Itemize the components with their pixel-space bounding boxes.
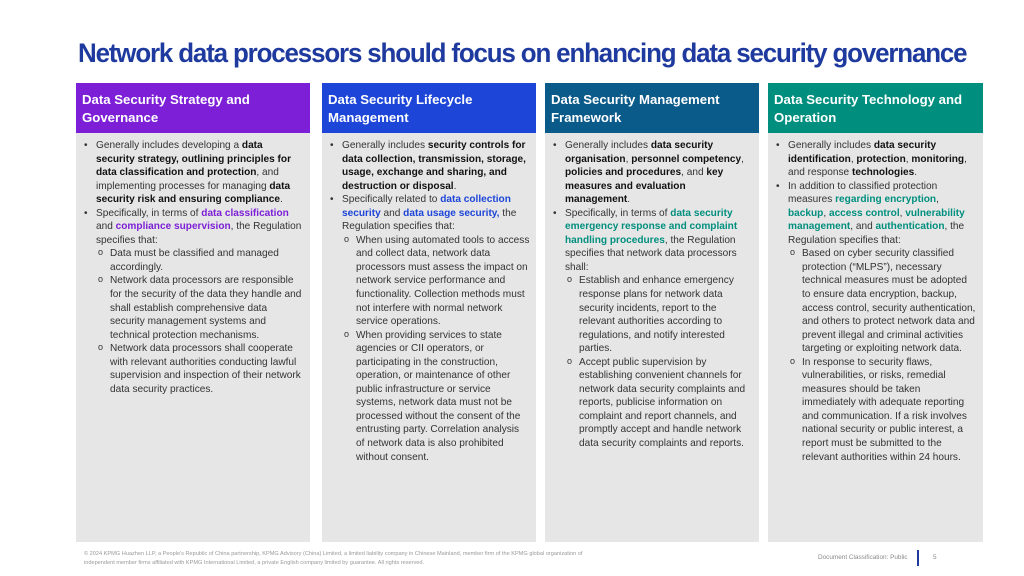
- column-lifecycle-management: [322, 83, 536, 542]
- sub-bullet-item: o Data must be classified and managed accordingly.: [96, 247, 304, 274]
- legal-footer: © 2024 KPMG Huazhen LLP, a People's Republic of China partnership, KPMG Advisory (China) Limited, a limited liability company in Chinese Mainland, member firm of the KPMG global organization of independent member firms affiliated with KPMG International Limited, a private English company limited by guarantee. All rights reserved.: [84, 551, 583, 566]
- sub-bullet-item: o Accept public supervision by establishing convenient channels for network data security complaints and reports, publicise information on complaint and report channels, and promptly accept and handle network data security complaints and reports.: [565, 356, 753, 451]
- sub-bullet-item: o Establish and enhance emergency response plans for network data security incidents, report to the relevant authorities according to regulations, and notify interested parties.: [565, 274, 753, 355]
- page-number: 5: [933, 554, 937, 561]
- column-body: [76, 133, 310, 396]
- bullet-item: • Specifically, in terms of data security emergency response and complaint handling procedures, the Regulation specifies that network data processors shall: o Establish and enhance emergency response plans for network data security incidents, report to the relevant authorities according to regulations, and notify interested parties. o Accept public supervision by establishing convenient channels for network data security complaints and reports, publicise information on complaint and report channels, and promptly accept and handle network data security complaints and reports.: [551, 207, 753, 451]
- bullet-item: • Specifically, in terms of data classification and compliance supervision, the Regulation specifies that: o Data must be classified and managed accordingly. o Network data processors are responsible for the security of the data they handle and shall establish comprehensive data security management systems and technical protection mechanisms. o Network data processors shall cooperate with relevant authorities conducting lawful supervision and inspection of their network data security practices.: [82, 207, 304, 397]
- column-header: Data Security Technology and Operation: [768, 83, 983, 133]
- bullet-item: • Generally includes data security identification, protection, monitoring, and response technologies.: [774, 139, 977, 180]
- document-classification: Document Classification: Public: [818, 554, 908, 561]
- bullet-item: • Generally includes developing a data security strategy, outlining principles for data classification and protection, and implementing processes for managing data security risk and ensuring compliance.: [82, 139, 304, 207]
- column-header: Data Security Strategy and Governance: [76, 83, 310, 133]
- column-header: Data Security Management Framework: [545, 83, 759, 133]
- column-body: [768, 133, 983, 464]
- bullet-item: • In addition to classified protection measures regarding encryption, backup, access control, vulnerability management, and authentication, the Regulation specifies that: o Based on cyber security classified protection (“MLPS”), necessary technical measures must be adopted to ensure data encryption, backup, access control, security authentication, and others to protect network data and prevent illegal and criminal activities targeting or exploiting network data. o In response to security flaws, vulnerabilities, or risks, remedial measures should be taken immediately with adequate reporting and communication. If a risk involves national security or public interest, a report must be submitted to the relevant authorities within 24 hours.: [774, 180, 977, 464]
- page-title: Network data processors should focus on enhancing data security governance: [78, 38, 967, 68]
- bullet-item: • Specifically related to data collection security and data usage security, the Regulation specifies that: o When using automated tools to access and collect data, network data processors must assess the impact on network service performance and functionality. Collection methods must not interfere with normal network service operations. o When providing services to state agencies or CII operators, or participating in the construction, operation, or maintenance of other public infrastructure or service systems, network data must not be processed without the consent of the entrusting party. Correlation analysis of network data is also prohibited without consent.: [328, 193, 530, 464]
- sub-bullet-item: o Based on cyber security classified protection (“MLPS”), necessary technical measures must be adopted to ensure data encryption, backup, access control, security authentication, and others to protect network data and prevent illegal and criminal activities targeting or exploiting network data.: [788, 247, 977, 355]
- column-header: Data Security Lifecycle Management: [322, 83, 536, 133]
- column-management-framework: [545, 83, 759, 542]
- column-technology-operation: [768, 83, 983, 542]
- footer-separator: [917, 550, 919, 566]
- bullet-item: • Generally includes security controls for data collection, transmission, storage, usage, exchange and sharing, and destruction or disposal.: [328, 139, 530, 193]
- column-strategy-governance: [76, 83, 310, 542]
- column-body: [322, 133, 536, 464]
- sub-bullet-item: o Network data processors are responsible for the security of the data they handle and shall establish comprehensive data security management systems and technical protection mechanisms.: [96, 274, 304, 342]
- sub-bullet-item: o In response to security flaws, vulnerabilities, or risks, remedial measures should be taken immediately with adequate reporting and communication. If a risk involves national security or public interest, a report must be submitted to the relevant authorities within 24 hours.: [788, 356, 977, 464]
- bullet-item: • Generally includes data security organisation, personnel competency, policies and procedures, and key measures and evaluation management.: [551, 139, 753, 207]
- sub-bullet-item: o When using automated tools to access and collect data, network data processors must assess the impact on network service performance and functionality. Collection methods must not interfere with normal network service operations.: [342, 234, 530, 329]
- column-body: [545, 133, 759, 451]
- sub-bullet-item: o When providing services to state agencies or CII operators, or participating in the construction, operation, or maintenance of other public infrastructure or service systems, network data must not be processed without the consent of the entrusting party. Correlation analysis of network data is also prohibited without consent.: [342, 329, 530, 464]
- sub-bullet-item: o Network data processors shall cooperate with relevant authorities conducting lawful supervision and inspection of their network data security practices.: [96, 342, 304, 396]
